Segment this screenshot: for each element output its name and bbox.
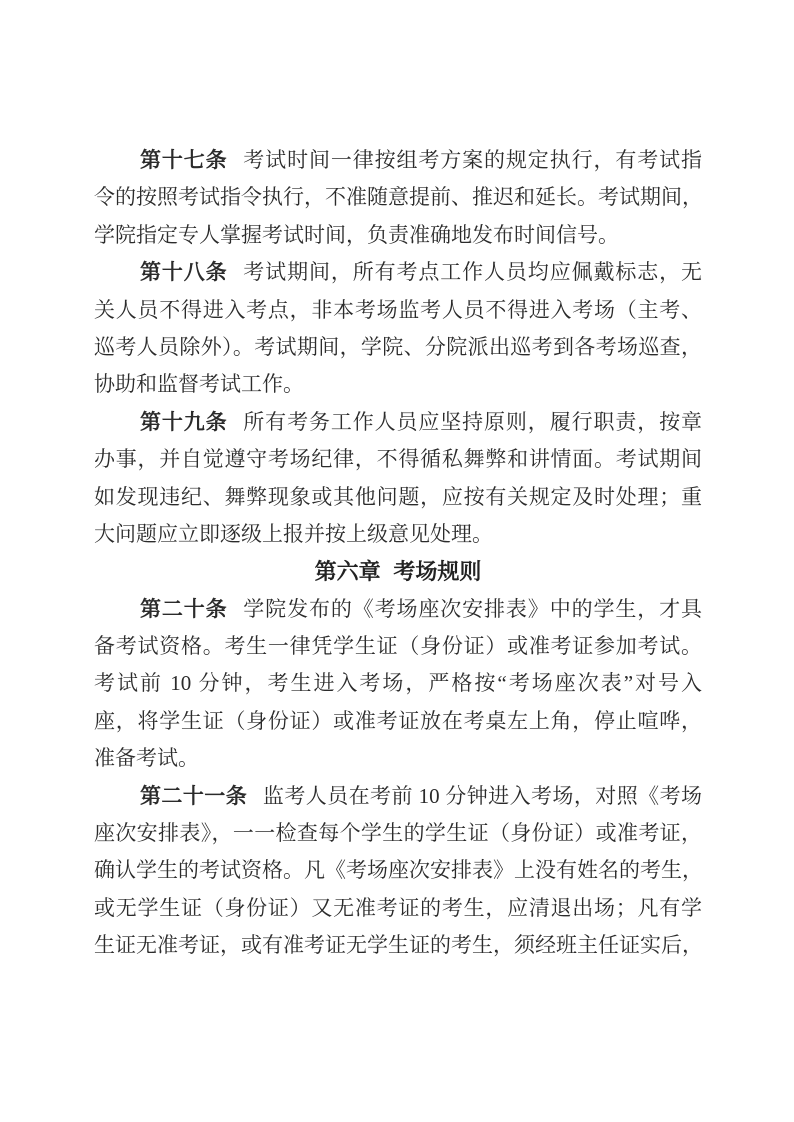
text-line: 准备考试。 — [94, 746, 199, 771]
article-text: 考试时间一律按组考方案的规定执行，有考试指 — [243, 148, 703, 172]
article-number: 第十九条 — [140, 409, 228, 434]
text-line — [94, 778, 702, 815]
article-text: 所有考务工作人员应坚持原则，履行职责，按章 — [243, 409, 703, 434]
chapter-heading-block — [94, 553, 702, 590]
text-line: 或无学生证（身份证）又无准考证的考生，应清退出场；凡有学 — [94, 895, 702, 920]
text-line: 生证无准考证，或有准考证无学生证的考生，须经班主任证实后， — [94, 933, 703, 958]
text-line — [94, 254, 702, 291]
text-line: 大问题应立即逐级上报并按上级意见处理。 — [94, 521, 493, 546]
article-17-paragraph — [94, 142, 702, 254]
text-line — [94, 591, 702, 628]
text-line: 协助和监督考试工作。 — [94, 372, 304, 397]
text-line — [94, 404, 702, 441]
text-line: 座次安排表》，一一检查每个学生的学生证（身份证）或准考证， — [94, 821, 702, 846]
article-20-paragraph — [94, 591, 702, 778]
page-body — [94, 142, 702, 965]
article-19-paragraph — [94, 404, 702, 554]
text-line: 关人员不得进入考点，非本考场监考人员不得进入考场（主考、 — [94, 297, 702, 322]
article-number: 第十七条 — [140, 148, 228, 172]
article-number: 第二十一条 — [140, 783, 248, 808]
article-text: 考试期间，所有考点工作人员均应佩戴标志，无 — [243, 260, 703, 285]
text-line: 备考试资格。考生一律凭学生证（身份证）或准考证参加考试。 — [94, 634, 702, 659]
article-21-paragraph — [94, 778, 702, 965]
text-line: 考试前 10 分钟，考生进入考场，严格按“考场座次表”对号入 — [94, 671, 702, 696]
text-line: 巡考人员除外）。考试期间，学院、分院派出巡考到各考场巡查， — [94, 334, 702, 359]
text-line — [94, 142, 702, 179]
article-text: 学院发布的《考场座次安排表》中的学生，才具 — [243, 596, 703, 621]
article-number: 第二十条 — [140, 596, 228, 621]
article-18-paragraph — [94, 254, 702, 404]
article-text: 监考人员在考前 10 分钟进入考场，对照《考场 — [262, 783, 703, 808]
chapter-heading: 第六章 考场规则 — [314, 559, 482, 585]
article-number: 第十八条 — [140, 260, 228, 285]
text-line: 办事，并自觉遵守考场纪律，不得循私舞弊和讲情面。考试期间 — [94, 447, 702, 472]
text-line: 学院指定专人掌握考试时间，负责准确地发布时间信号。 — [94, 222, 619, 247]
text-line: 座，将学生证（身份证）或准考证放在考桌左上角，停止喧哗， — [94, 708, 702, 733]
text-line: 令的按照考试指令执行，不准随意提前、推迟和延长。考试期间， — [94, 185, 703, 210]
text-line: 如发现违纪、舞弊现象或其他问题，应按有关规定及时处理；重 — [94, 484, 702, 509]
text-line: 确认学生的考试资格。凡《考场座次安排表》上没有姓名的考生， — [94, 858, 703, 883]
